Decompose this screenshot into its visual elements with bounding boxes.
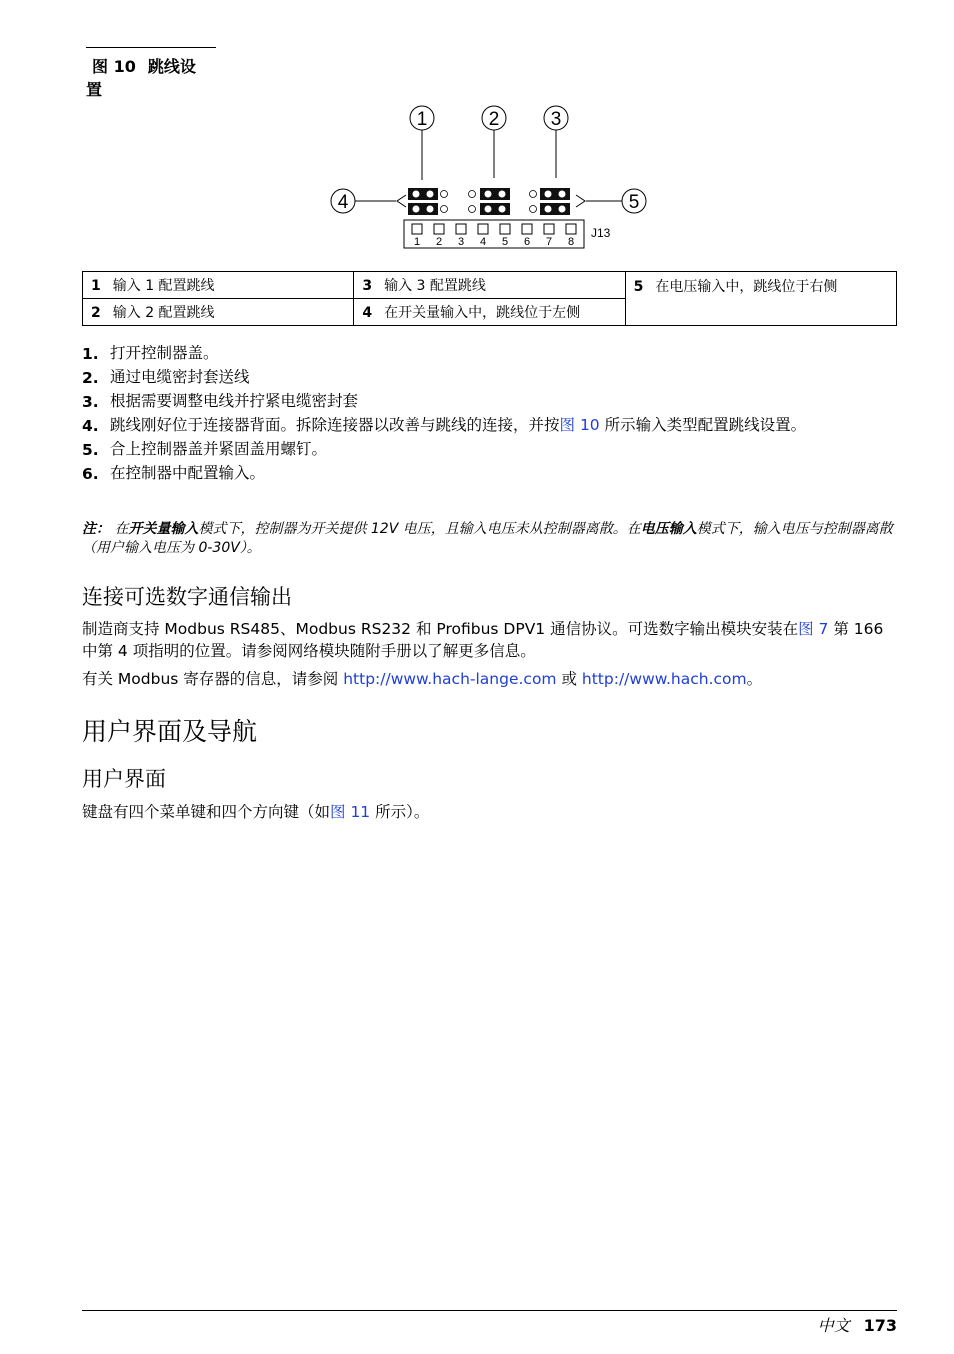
- footer-language: 中文: [817, 1316, 850, 1335]
- legend-cell: 4 在开关量输入中，跳线位于左侧: [354, 299, 625, 326]
- page-number: 173: [863, 1316, 897, 1335]
- comm-paragraph-1: 制造商支持 Modbus RS485、Modbus RS232 和 Profibus DPV1 通信协议。可选数字输出模块安装在图 7 第 166 中第 4 项指明的位置。请参阅网络模块随附手册以了解更多信息。: [82, 620, 884, 660]
- figure-10-link[interactable]: 图 10: [559, 416, 600, 434]
- callout-3: [544, 106, 568, 178]
- callout-5: [576, 189, 646, 213]
- hach-link[interactable]: http://www.hach.com: [581, 670, 747, 688]
- jumper-block-2: [469, 188, 511, 215]
- callout-4-label: 4: [337, 192, 349, 213]
- connector-j13: [404, 220, 611, 248]
- legend-cell: 3 输入 3 配置跳线: [354, 272, 625, 299]
- pin-3: 3: [457, 236, 465, 248]
- figure-label: 图 10: [92, 57, 136, 76]
- callout-2-label: 2: [488, 109, 500, 130]
- pin-8: 8: [567, 236, 575, 248]
- jumper-block-1: [408, 188, 448, 215]
- figure-legend-table: [82, 271, 897, 326]
- list-item: 4. 跳线刚好位于连接器背面。拆除连接器以改善与跳线的连接，并按图 10 所示输入类型配置跳线设置。: [82, 416, 807, 435]
- connector-label: J13: [591, 226, 611, 240]
- legend-cell: 1 输入 1 配置跳线: [83, 272, 354, 299]
- jumper-diagram: [320, 100, 650, 255]
- footer-divider: [82, 1310, 897, 1311]
- figure-7-link[interactable]: 图 7: [798, 620, 829, 638]
- pin-1: 1: [413, 236, 421, 248]
- page-footer: [818, 1313, 897, 1336]
- list-item: 6. 在控制器中配置输入。: [82, 464, 266, 483]
- comm-paragraph-2: 有关 Modbus 寄存器的信息，请参阅 http://www.hach-lange.com 或 http://www.hach.com。: [82, 670, 763, 688]
- callout-5-label: 5: [628, 192, 640, 213]
- figure-caption: [86, 47, 216, 100]
- table-row: [83, 272, 897, 299]
- figure-title: 跳线设置: [86, 57, 196, 99]
- hach-lange-link[interactable]: http://www.hach-lange.com: [343, 670, 557, 688]
- pin-6: 6: [523, 236, 531, 248]
- callout-4: [331, 189, 406, 213]
- pin-7: 7: [545, 236, 553, 248]
- ui-paragraph: 键盘有四个菜单键和四个方向键（如图 11 所示）。: [82, 803, 430, 821]
- section-heading-comm: 连接可选数字通信输出: [82, 585, 292, 609]
- pin-5: 5: [501, 236, 509, 248]
- list-item: 2. 通过电缆密封套送线: [82, 368, 250, 387]
- list-item: 1. 打开控制器盖。: [82, 344, 219, 363]
- callout-2: [482, 106, 506, 178]
- list-item: 5. 合上控制器盖并紧固盖用螺钉。: [82, 440, 328, 459]
- note: 注： 在开关量输入模式下，控制器为开关提供 12V 电压，且输入电压未从控制器离散。在电压输入模式下，输入电压与控制器离散（用户输入电压为 0-30V）。: [82, 521, 893, 556]
- callout-1: [410, 106, 434, 180]
- callout-1-label: 1: [416, 109, 428, 130]
- jumper-block-3: [530, 188, 571, 215]
- figure-11-link[interactable]: 图 11: [330, 803, 371, 821]
- callout-3-label: 3: [550, 109, 562, 130]
- legend-cell: 5 在电压输入中，跳线位于右侧: [625, 272, 896, 326]
- section-heading-ui-nav: 用户界面及导航: [82, 717, 258, 746]
- list-item: 3. 根据需要调整电线并拧紧电缆密封套: [82, 392, 359, 411]
- procedure-steps: [82, 342, 897, 486]
- section-subheading-ui: 用户界面: [82, 767, 166, 791]
- pin-2: 2: [435, 236, 443, 248]
- legend-cell: 2 输入 2 配置跳线: [83, 299, 354, 326]
- pin-4: 4: [479, 236, 487, 248]
